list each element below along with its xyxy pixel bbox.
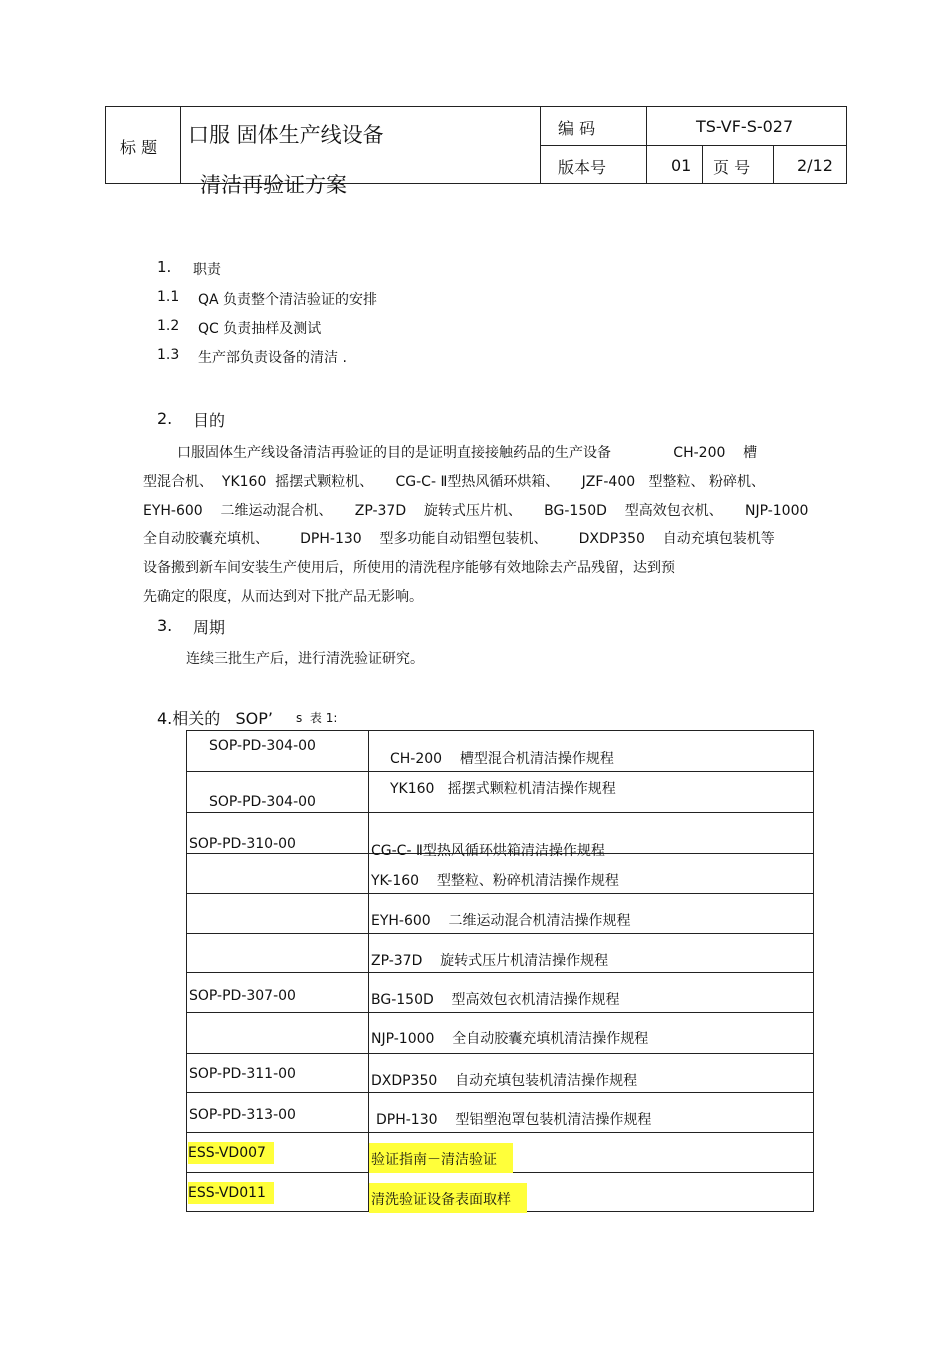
sop-desc-cell	[369, 1173, 814, 1212]
table-row	[187, 731, 814, 772]
sop-code-cell	[187, 1173, 369, 1212]
table-row	[187, 894, 814, 934]
sop-desc-cell	[369, 731, 814, 772]
sop-desc-cell	[369, 772, 814, 813]
table-row	[187, 813, 814, 854]
sop-desc-cell	[369, 1013, 814, 1054]
sop-desc-cell	[369, 854, 814, 894]
section-2-number: 2.	[157, 409, 173, 428]
table-row	[187, 854, 814, 894]
page-label: 页 号	[713, 158, 751, 177]
sop-desc-cell	[369, 1133, 814, 1173]
table-row	[187, 1013, 814, 1054]
table-row	[187, 1173, 814, 1212]
section-3-number: 3.	[157, 616, 173, 635]
section-1-number: 1.	[157, 258, 172, 276]
sop-table	[186, 730, 814, 1212]
sop-description: NJP-1000 全自动胶囊充填机清洁操作规程	[371, 1031, 649, 1047]
item-number: 1.2	[157, 318, 180, 334]
sop-code-cell	[187, 1054, 369, 1093]
sop-code: SOP-PD-304-00	[209, 794, 316, 810]
sop-code-cell	[187, 934, 369, 973]
sop-desc-cell	[369, 1093, 814, 1133]
sop-code: SOP-PD-313-00	[189, 1107, 296, 1123]
sop-code-cell	[187, 1013, 369, 1054]
sop-description: DXDP350 自动充填包装机清洁操作规程	[371, 1073, 638, 1089]
sop-desc-cell	[369, 813, 814, 859]
section-3-title: 周期	[193, 618, 226, 637]
section-3-text: 连续三批生产后，进行清洗验证研究。	[186, 651, 424, 667]
sop-code-cell	[187, 813, 369, 854]
code-value: TS-VF-S-027	[696, 117, 794, 136]
page-value: 2/12	[797, 156, 833, 175]
table-row	[187, 1133, 814, 1173]
sop-code-cell	[187, 973, 369, 1013]
sop-code-cell	[187, 1093, 369, 1133]
item-text: QA 负责整个清洁验证的安排	[198, 292, 378, 308]
sop-description: YK-160 型整粒、粉碎机清洁操作规程	[371, 873, 619, 889]
paragraph-line: 型混合机、 YK160 摇摆式颗粒机、 CG-C- Ⅱ型热风循环烘箱、 JZF-400 型整粒、 粉碎机、	[143, 474, 765, 490]
title-label: 标 题	[120, 138, 158, 157]
sop-description: 验证指南－清洁验证	[369, 1143, 513, 1173]
code-label: 编 码	[558, 119, 596, 138]
table-row	[187, 1054, 814, 1093]
sop-code-cell	[187, 854, 369, 894]
sop-desc-cell	[369, 973, 814, 1013]
sop-code: ESS-VD007	[188, 1142, 274, 1164]
item-number: 1.3	[157, 347, 180, 363]
sop-code-cell	[187, 1133, 369, 1173]
sop-code-cell	[187, 894, 369, 934]
table-row	[187, 772, 814, 813]
sop-code-cell	[187, 731, 369, 772]
sop-description: ZP-37D 旋转式压片机清洁操作规程	[371, 953, 609, 969]
paragraph-line: 全自动胶囊充填机、 DPH-130 型多功能自动铝塑包装机、 DXDP350 自动充填包装机等	[143, 531, 775, 547]
table-row	[187, 934, 814, 973]
table-row	[187, 973, 814, 1013]
item-text: QC 负责抽样及测试	[198, 321, 322, 337]
document-header	[105, 106, 847, 197]
sop-description: CH-200 槽型混合机清洁操作规程	[390, 751, 614, 767]
sop-code: SOP-PD-307-00	[189, 988, 296, 1004]
paragraph-line: 设备搬到新车间安装生产使用后，所使用的清洗程序能够有效地除去产品残留，达到预	[143, 560, 675, 576]
sop-desc-cell	[369, 934, 814, 973]
divider	[702, 145, 703, 183]
section-2-title: 目的	[193, 411, 226, 430]
sop-description: EYH-600 二维运动混合机清洁操作规程	[371, 913, 631, 929]
title-line-1: 口服 固体生产线设备	[188, 123, 384, 147]
paragraph-line: 先确定的限度，从而达到对下批产品无影响。	[143, 589, 423, 605]
sop-description: 清洗验证设备表面取样	[369, 1183, 527, 1213]
sop-description: BG-150D 型高效包衣机清洁操作规程	[371, 992, 620, 1008]
sop-code: SOP-PD-304-00	[209, 738, 316, 754]
divider	[180, 107, 181, 183]
item-text: 生产部负责设备的清洁 .	[198, 350, 347, 366]
section-1-title: 职责	[193, 262, 221, 278]
table-row	[187, 1093, 814, 1133]
divider	[773, 145, 774, 183]
sop-description: DPH-130 型铝塑泡罩包装机清洁操作规程	[376, 1112, 652, 1128]
section-4-heading-suffix: s 表 1:	[296, 711, 338, 725]
version-value: 01	[671, 156, 692, 175]
title-line-2: 清洁再验证方案	[200, 173, 347, 197]
sop-desc-cell	[369, 894, 814, 934]
section-4-heading: 4.相关的 SOP’	[157, 709, 274, 728]
divider	[540, 145, 846, 146]
paragraph-line: 口服固体生产线设备清洁再验证的目的是证明直接接触药品的生产设备 CH-200 槽	[177, 445, 758, 461]
sop-description: YK160 摇摆式颗粒机清洁操作规程	[390, 781, 616, 797]
item-number: 1.1	[157, 289, 180, 305]
sop-code: ESS-VD011	[188, 1182, 274, 1204]
sop-code: SOP-PD-311-00	[189, 1066, 296, 1082]
sop-code-cell	[187, 772, 369, 813]
sop-desc-cell	[369, 1054, 814, 1093]
paragraph-line: EYH-600 二维运动混合机、 ZP-37D 旋转式压片机、 BG-150D 型高效包衣机、 NJP-1000	[143, 503, 809, 519]
version-label: 版本号	[558, 158, 607, 177]
sop-code: SOP-PD-310-00	[189, 836, 296, 852]
sop-description: CG-C- Ⅱ型热风循环烘箱清洁操作规程	[371, 843, 605, 859]
